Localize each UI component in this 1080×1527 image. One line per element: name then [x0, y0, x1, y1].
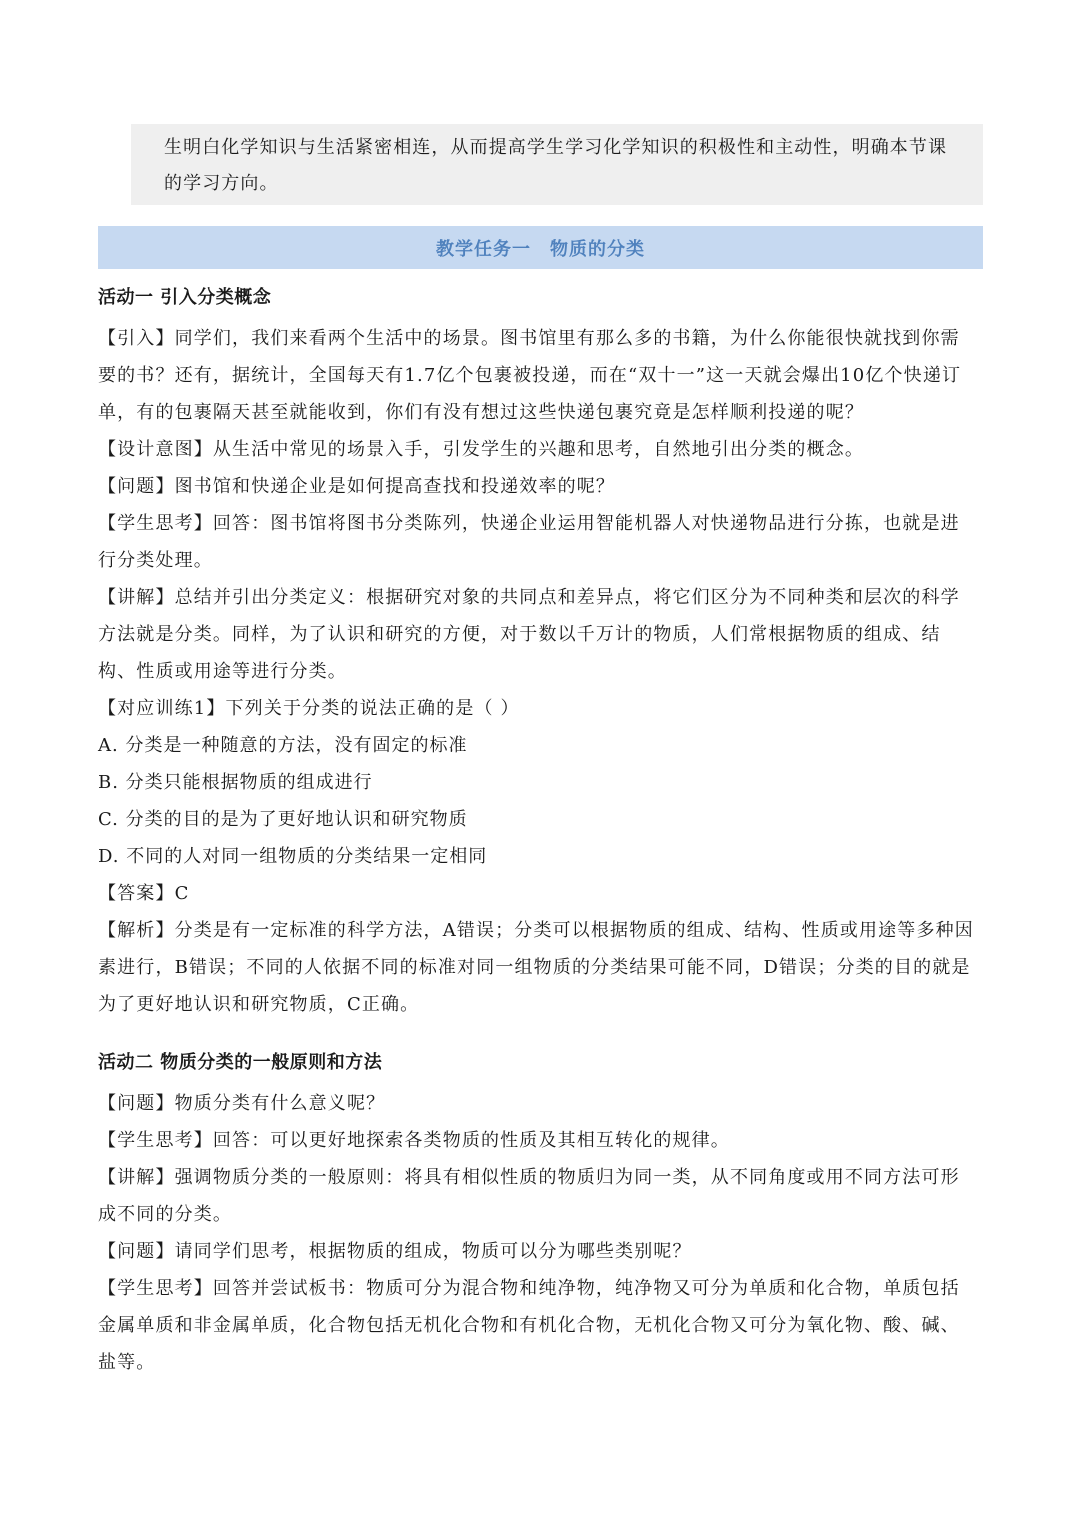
student-thinking-3-paragraph [98, 1270, 978, 1381]
activity-1-heading: 活动一 引入分类概念 [98, 287, 272, 308]
exercise-tag: 【对应训练1】 [98, 698, 226, 719]
answer-paragraph [98, 875, 978, 912]
main-content [98, 280, 978, 1381]
question-paragraph [98, 468, 978, 505]
student-thinking-tag: 【学生思考】 [98, 513, 213, 534]
answer-text: C [174, 883, 190, 904]
activity-2-heading: 活动二 物质分类的一般原则和方法 [98, 1052, 383, 1073]
question-3-paragraph [98, 1233, 978, 1270]
question-2-tag: 【问题】 [98, 1093, 175, 1114]
lecture-2-tag: 【讲解】 [98, 1167, 175, 1188]
lecture-2-text: 强调物质分类的一般原则：将具有相似性质的物质归为同一类，从不同角度或用不同方法可形成不同的分类。 [98, 1167, 960, 1225]
student-thinking-text: 回答：图书馆将图书分类陈列，快递企业运用智能机器人对快递物品进行分拣，也就是进行分类处理。 [98, 513, 960, 571]
analysis-paragraph [98, 912, 978, 1023]
intro-paragraph [98, 320, 978, 431]
student-thinking-3-text: 回答并尝试板书：物质可分为混合物和纯净物，纯净物又可分为单质和化合物，单质包括金属单质和非金属单质，化合物包括无机化合物和有机化合物，无机化合物又可分为氧化物、酸、碱、盐等。 [98, 1278, 960, 1373]
lecture-paragraph [98, 579, 978, 690]
question-text: 图书馆和快递企业是如何提高查找和投递效率的呢？ [174, 476, 616, 497]
student-thinking-2-text: 回答：可以更好地探索各类物质的性质及其相互转化的规律。 [212, 1130, 730, 1151]
intro-callout-box [131, 124, 983, 205]
option-b: B. 分类只能根据物质的组成进行 [98, 772, 373, 793]
design-intent-text: 从生活中常见的场景入手，引发学生的兴趣和思考，自然地引出分类的概念。 [212, 439, 865, 460]
question-tag: 【问题】 [98, 476, 175, 497]
student-thinking-paragraph [98, 505, 978, 579]
lecture-2-paragraph [98, 1159, 978, 1233]
analysis-text: 分类是有一定标准的科学方法，A错误；分类可以根据物质的组成、结构、性质或用途等多种因素进行，B错误；不同的人依据不同的标准对同一组物质的分类结果可能不同，D错误；分类的目的就是为了更好地认识和研究物质，C正确。 [98, 920, 974, 1015]
option-c: C. 分类的目的是为了更好地认识和研究物质 [98, 809, 468, 830]
analysis-tag: 【解析】 [98, 920, 175, 941]
design-intent-tag: 【设计意图】 [98, 439, 213, 460]
question-3-tag: 【问题】 [98, 1241, 175, 1262]
exercise-text: 下列关于分类的说法正确的是（ ） [225, 698, 520, 719]
question-2-paragraph [98, 1085, 978, 1122]
lecture-text: 总结并引出分类定义：根据研究对象的共同点和差异点，将它们区分为不同种类和层次的科学方法就是分类。同样，为了认识和研究的方便，对于数以千万计的物质，人们常根据物质的组成、结构、性质或用途等进行分类。 [98, 587, 960, 682]
intro-callout-text: 生明白化学知识与生活紧密相连，从而提高学生学习化学知识的积极性和主动性，明确本节课的学习方向。 [164, 137, 948, 194]
student-thinking-2-tag: 【学生思考】 [98, 1130, 213, 1151]
answer-tag: 【答案】 [98, 883, 175, 904]
student-thinking-3-tag: 【学生思考】 [98, 1278, 213, 1299]
question-2-text: 物质分类有什么意义呢？ [174, 1093, 386, 1114]
exercise-paragraph [98, 690, 978, 727]
task-banner-title: 教学任务一 物质的分类 [436, 238, 645, 260]
task-banner [98, 226, 983, 269]
intro-text: 同学们，我们来看两个生活中的场景。图书馆里有那么多的书籍，为什么你能很快就找到你需要的书？还有，据统计，全国每天有1.7亿个包裹被投递，而在“双十一”这一天就会爆出10亿个快递订单，有的包裹隔天甚至就能收到，你们有没有想过这些快递包裹究竟是怎样顺利投递的呢？ [98, 328, 962, 423]
student-thinking-2-paragraph [98, 1122, 978, 1159]
intro-tag: 【引入】 [98, 328, 175, 349]
lecture-tag: 【讲解】 [98, 587, 175, 608]
design-intent-paragraph [98, 431, 978, 468]
question-3-text: 请同学们思考，根据物质的组成，物质可以分为哪些类别呢？ [174, 1241, 692, 1262]
option-a: A. 分类是一种随意的方法，没有固定的标准 [98, 735, 468, 756]
option-d: D. 不同的人对同一组物质的分类结果一定相同 [98, 846, 488, 867]
